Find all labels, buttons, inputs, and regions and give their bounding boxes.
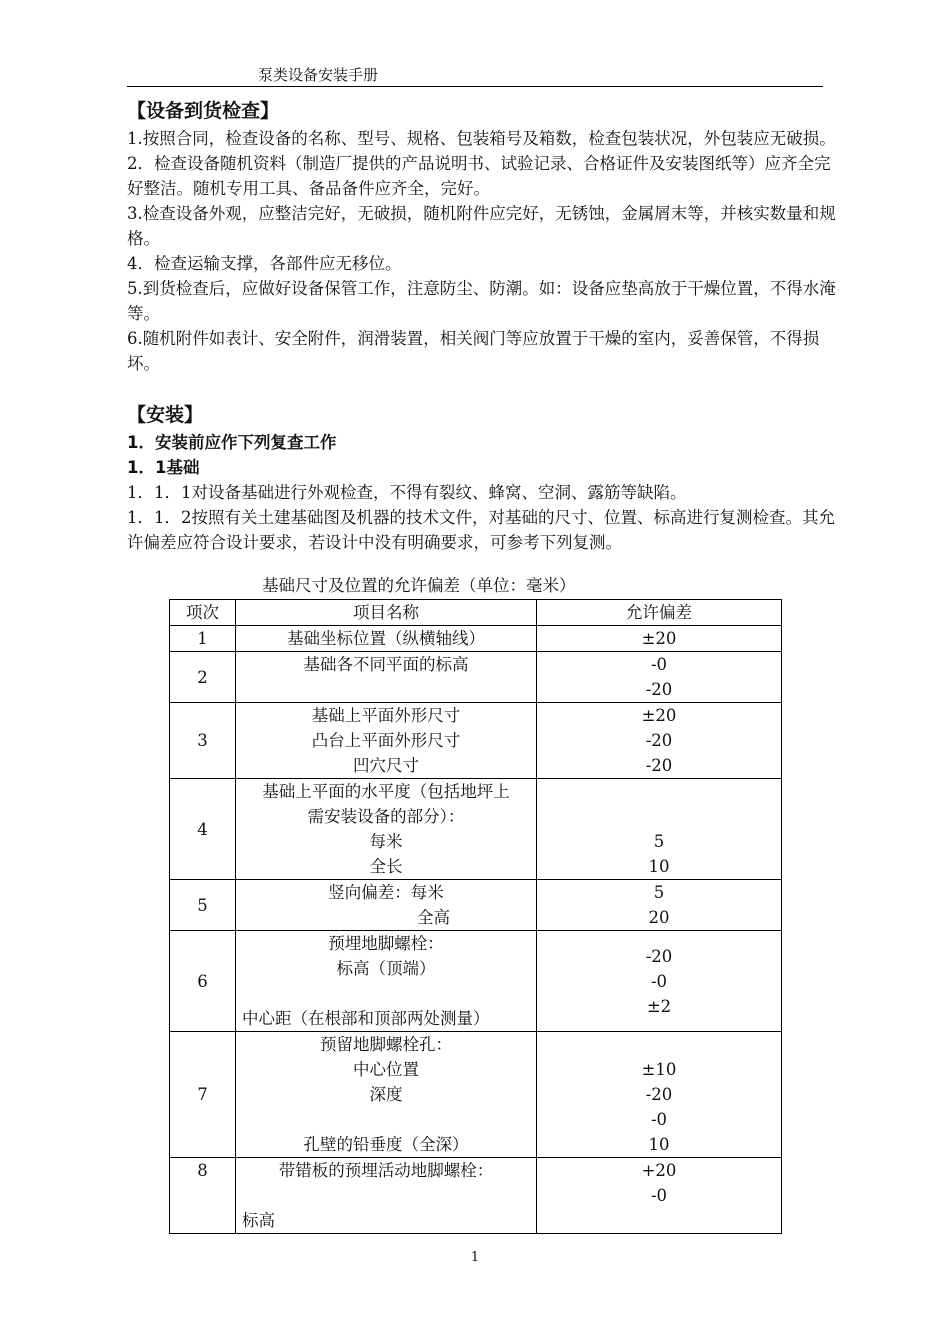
tolerance-value: -0	[650, 1110, 668, 1129]
tolerance-value: -0	[650, 971, 668, 991]
tolerance-value: 5	[653, 832, 665, 851]
header-cell: 项次	[170, 600, 236, 626]
paragraph: 1．1．2按照有关土建基础图及机器的技术文件，对基础的尺寸、位置、标高进行复测检查。其允许偏差应符合设计要求，若设计中没有明确要求，可参考下列复测。	[127, 508, 835, 552]
item-name: 全高	[417, 908, 450, 927]
tolerance-value: -0	[650, 655, 668, 674]
subheading-prechecks: 1．安装前应作下列复查工作	[127, 433, 337, 452]
subheading-foundation: 1．1基础	[127, 458, 200, 477]
row-number: 4	[170, 779, 236, 880]
row-number: 2	[170, 652, 236, 703]
header-cell: 项目名称	[236, 600, 537, 626]
paragraph: 4．检查运输支撑，各部件应无移位。	[127, 254, 402, 273]
item-name: 中心距（在根部和顶部两处测量）	[242, 1009, 490, 1028]
paragraph: 1．1．1对设备基础进行外观检查，不得有裂纹、蜂窝、空洞、露筋等缺陷。	[127, 483, 687, 502]
item-name: 标高	[242, 1211, 275, 1230]
tolerance-table	[169, 599, 782, 1234]
item-name: 孔壁的铅垂度（全深）	[303, 1135, 469, 1154]
tolerance-value: 5	[653, 883, 665, 902]
tolerance-value: ±20	[641, 706, 677, 725]
item-name: 深度	[369, 1085, 403, 1104]
spacer	[127, 376, 837, 400]
tolerance-value: -20	[645, 946, 673, 966]
item-name: 凹穴尺寸	[353, 756, 419, 775]
paragraph: 5.到货检查后，应做好设备保管工作，注意防尘、防潮。如：设备应垫高放于干燥位置，不得水淹等。	[127, 279, 836, 323]
section-title-installation: 【安装】	[127, 404, 204, 426]
paragraph: 1.按照合同，检查设备的名称、型号、规格、包装箱号及箱数，检查包装状况，外包装应无破损。	[127, 129, 836, 148]
document-header-title: 泵类设备安装手册	[258, 66, 379, 84]
row-number: 6	[170, 931, 236, 1032]
table-row	[170, 931, 782, 1032]
paragraph: 6.随机附件如表计、安全附件，润滑装置，相关阀门等应放置于干燥的室内，妥善保管，不得损坏。	[127, 329, 820, 373]
item-name: 全长	[369, 857, 403, 876]
item-name: 预留地脚螺栓孔：	[320, 1035, 452, 1054]
table-row	[170, 779, 782, 880]
tolerance-value: -20	[645, 680, 673, 699]
item-name: 基础各不同平面的标高	[303, 655, 469, 674]
table-row	[170, 626, 782, 652]
document-body	[127, 96, 837, 555]
row-number: 7	[170, 1032, 236, 1158]
item-name: 基础坐标位置（纵横轴线）	[287, 629, 485, 648]
row-number: 3	[170, 703, 236, 779]
table-caption: 基础尺寸及位置的允许偏差（单位：毫米）	[262, 576, 576, 595]
page-number: 1	[470, 1250, 480, 1265]
item-name: 竖向偏差：每米	[328, 883, 444, 902]
tolerance-value: ±20	[641, 629, 677, 648]
section-title-arrival-check: 【设备到货检查】	[127, 100, 280, 122]
paragraph: 2．检查设备随机资料（制造厂提供的产品说明书、试验记录、合格证件及安装图纸等）应齐全完好整洁。随机专用工具、备品备件应齐全，完好。	[127, 154, 831, 198]
item-name: 预埋地脚螺栓：	[328, 934, 444, 953]
header-rule	[127, 86, 823, 87]
table-row	[170, 652, 782, 703]
tolerance-value: 10	[648, 857, 670, 876]
table-header-row	[170, 600, 782, 626]
table-row	[170, 880, 782, 931]
table-row	[170, 703, 782, 779]
tolerance-value: -0	[650, 1186, 668, 1205]
item-name: 带错板的预埋活动地脚螺栓：	[278, 1161, 494, 1180]
tolerance-value: ±10	[641, 1060, 677, 1079]
tolerance-value: -20	[645, 731, 673, 750]
item-name: 基础上平面外形尺寸	[311, 706, 461, 725]
item-name: 中心位置	[353, 1060, 419, 1079]
item-name: 每米	[369, 832, 403, 851]
item-name: 需安装设备的部分）：	[307, 807, 465, 826]
paragraph: 3.检查设备外观，应整洁完好，无破损，随机附件应完好，无锈蚀，金属屑末等，并核实数量和规格。	[127, 204, 836, 248]
item-name: 标高（顶端）	[336, 959, 436, 978]
table-row	[170, 1158, 782, 1234]
header-cell: 允许偏差	[537, 600, 782, 626]
tolerance-value: 10	[648, 1135, 670, 1154]
tolerance-value: -20	[645, 1085, 673, 1104]
tolerance-value: +20	[641, 1161, 677, 1180]
row-number: 1	[170, 626, 236, 652]
row-number: 5	[170, 880, 236, 931]
item-name: 基础上平面的水平度（包括地坪上	[262, 782, 510, 801]
item-name: 凸台上平面外形尺寸	[311, 731, 461, 750]
row-number: 8	[170, 1158, 236, 1234]
tolerance-value: 20	[648, 908, 670, 927]
tolerance-value: -20	[645, 756, 673, 775]
table-row	[170, 1032, 782, 1158]
tolerance-value: ±2	[646, 996, 672, 1016]
